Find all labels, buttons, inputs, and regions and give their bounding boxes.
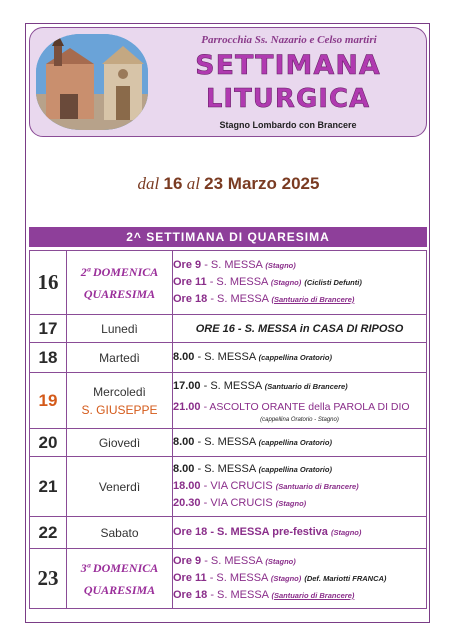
event-note: (cappellina Oratorio) xyxy=(258,353,332,362)
event-time: 8.00 xyxy=(173,463,195,475)
event-time: Ore 18 xyxy=(173,589,208,601)
events-cell xyxy=(173,373,427,429)
event-note-intention: (Def. Mariotti FRANCA) xyxy=(304,574,387,583)
event-title: - S. MESSA xyxy=(203,379,262,392)
day-number: 16 xyxy=(30,251,67,315)
day-label-line1: Mercoledì xyxy=(93,384,146,399)
church-illustration xyxy=(36,34,148,130)
date-al: al xyxy=(186,174,200,193)
location-subtitle: Stagno Lombardo con Brancere xyxy=(219,120,357,130)
event-time: 8.00 xyxy=(173,351,195,363)
event-title: - VIA CRUCIS xyxy=(203,480,273,492)
event-note: (Stagno) xyxy=(270,574,302,583)
day-label xyxy=(67,251,173,315)
events-cell xyxy=(173,517,427,549)
day-label xyxy=(67,373,173,429)
event-title: - VIA CRUCIS xyxy=(203,497,273,509)
table-row xyxy=(30,315,427,343)
event-note: (Stagno) xyxy=(265,557,296,566)
events-cell xyxy=(173,251,427,315)
event-time: 20.30 xyxy=(173,497,201,509)
table-row xyxy=(30,429,427,457)
day-label: Sabato xyxy=(67,517,173,549)
title-line-2: LITURGICA xyxy=(205,84,371,114)
event-note: (Santuario di Brancere) xyxy=(271,591,355,600)
schedule-table xyxy=(29,250,427,609)
table-row xyxy=(30,251,427,315)
week-band: 2^ SETTIMANA DI QUARESIMA xyxy=(29,227,427,247)
event-title: - S. MESSA xyxy=(210,589,269,601)
event-title: - S. MESSA xyxy=(197,351,256,363)
event-title: - S. MESSA xyxy=(197,436,256,448)
event-time: 17.00 xyxy=(173,379,201,392)
day-number: 21 xyxy=(30,457,67,517)
events-cell xyxy=(173,549,427,609)
day-label: Venerdì xyxy=(67,457,173,517)
bulletin-page xyxy=(25,23,430,623)
day-number: 18 xyxy=(30,343,67,373)
day-label-line2: QUARESIMA xyxy=(83,286,156,301)
event-time: Ore 18 xyxy=(173,526,208,538)
day-label-line1: 2ª DOMENICA xyxy=(80,264,159,279)
table-row xyxy=(30,343,427,373)
event-time: 18.00 xyxy=(173,480,201,492)
date-to: 23 Marzo 2025 xyxy=(204,174,320,193)
event-title: - S. MESSA xyxy=(209,572,268,584)
day-label-feast: S. GIUSEPPE xyxy=(81,402,158,417)
event-title: - S. MESSA xyxy=(210,293,269,305)
events-cell xyxy=(173,343,427,373)
event-title: - S. MESSA xyxy=(197,463,256,475)
event-title: - ASCOLTO ORANTE della PAROLA DI DIO xyxy=(203,400,410,413)
events-cell xyxy=(173,429,427,457)
event-note: (Santuario di Brancere) xyxy=(264,381,348,391)
header-banner xyxy=(29,27,427,137)
day-label: Lunedì xyxy=(67,315,173,343)
day-label: Martedì xyxy=(67,343,173,373)
day-label-line2: QUARESIMA xyxy=(83,582,156,597)
day-number: 22 xyxy=(30,517,67,549)
parish-name: Parrocchia Ss. Nazario e Celso martiri xyxy=(201,34,377,46)
event-title: - S. MESSA xyxy=(209,276,268,288)
day-number: 17 xyxy=(30,315,67,343)
day-label: Giovedì xyxy=(67,429,173,457)
event-note: (Santuario di Brancere) xyxy=(271,295,355,304)
event-note: (cappellina Oratorio) xyxy=(258,438,332,447)
day-label-line1: 3ª DOMENICA xyxy=(80,560,159,575)
event-time: Ore 18 xyxy=(173,293,208,305)
table-row xyxy=(30,517,427,549)
day-label xyxy=(67,549,173,609)
day-number: 20 xyxy=(30,429,67,457)
event-time: Ore 11 xyxy=(173,276,207,288)
church-photo xyxy=(36,34,148,130)
event-time: 21.00 xyxy=(173,400,201,413)
date-range xyxy=(26,174,431,194)
event-time: 8.00 xyxy=(173,436,195,448)
events-cell xyxy=(173,457,427,517)
event-note: (Stagno) xyxy=(270,278,302,287)
event-time: Ore 11 xyxy=(173,572,207,584)
event-title: - S. MESSA xyxy=(204,555,263,567)
date-dal: dal xyxy=(137,174,160,193)
event-note: (Stagno) xyxy=(265,261,296,270)
event-note: (Stagno) xyxy=(275,499,307,508)
event-note: (cappellina Oratorio) xyxy=(258,465,332,474)
event-line: ORE 16 - S. MESSA in CASA DI RIPOSO xyxy=(173,315,427,343)
event-title: - S. MESSA pre-festiva xyxy=(210,526,328,538)
event-note: (Santuario di Brancere) xyxy=(275,482,359,491)
date-from: 16 xyxy=(163,174,183,193)
title-line-1: SETTIMANA xyxy=(195,50,381,81)
day-number: 19 xyxy=(30,373,67,429)
event-time: Ore 9 xyxy=(173,259,202,271)
table-row xyxy=(30,549,427,609)
event-note: (Stagno) xyxy=(330,528,362,537)
event-title: - S. MESSA xyxy=(204,259,263,271)
event-note-intention: (Ciclisti Defunti) xyxy=(304,278,362,287)
table-row xyxy=(30,457,427,517)
day-number: 23 xyxy=(30,549,67,609)
event-note: (cappellina Oratorio - Stagno) xyxy=(260,416,339,423)
event-time: Ore 9 xyxy=(173,555,202,567)
table-row xyxy=(30,373,427,429)
